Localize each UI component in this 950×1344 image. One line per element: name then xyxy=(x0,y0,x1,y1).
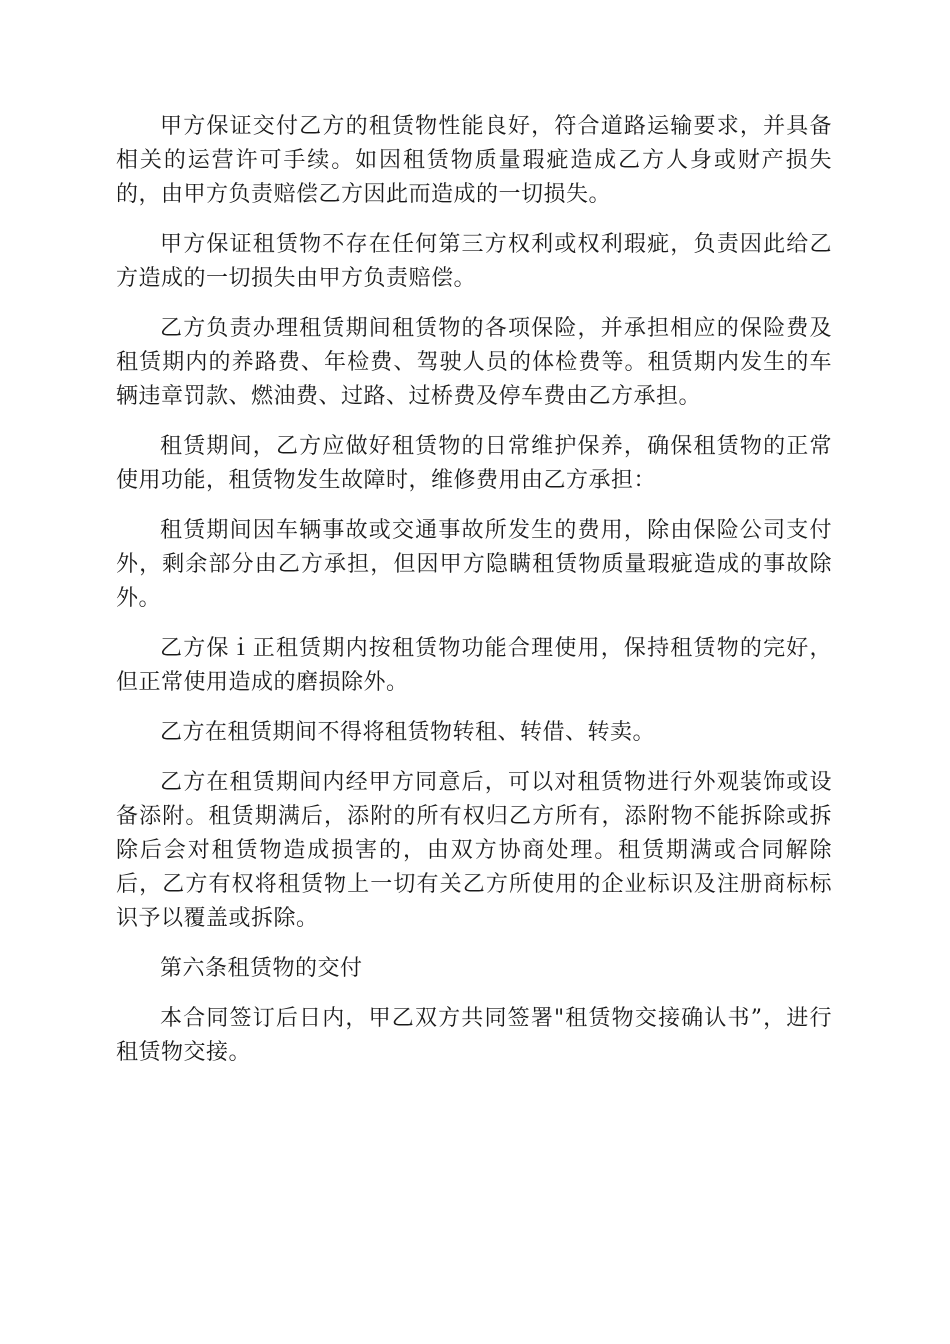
paragraph-no-sublease: 乙方在租赁期间不得将租赁物转租、转借、转卖。 xyxy=(160,720,656,745)
paragraph-lessor-quality-guarantee: 甲方保证交付乙方的租赁物性能良好，符合道路运输要求，并具备相关的运营许可手续。如因租赁物质量瑕疵造成乙方人身或财产损失的，由甲方负责赔偿乙方因此而造成的一切损失。 xyxy=(116,114,832,207)
paragraph-maintenance: 租赁期间，乙方应做好租赁物的日常维护保养，确保租赁物的正常使用功能，租赁物发生故障时，维修费用由乙方承担： xyxy=(116,434,832,493)
paragraph-modifications: 乙方在租赁期间内经甲方同意后，可以对租赁物进行外观装饰或设备添附。租赁期满后，添附的所有权归乙方所有，添附物不能拆除或拆除后会对租赁物造成损害的，由双方协商处理。租赁期满或合同解除后，乙方有权将租赁物上一切有关乙方所使用的企业标识及注册商标标识予以覆盖或拆除。 xyxy=(116,770,832,931)
document-body xyxy=(116,110,832,1086)
paragraph-proper-use: 乙方保ｉ正租赁期内按租赁物功能合理使用，保持租赁物的完好，但正常使用造成的磨损除外。 xyxy=(116,636,832,695)
paragraph-insurance-fees: 乙方负责办理租赁期间租赁物的各项保险，并承担相应的保险费及租赁期内的养路费、年检费、驾驶人员的体检费等。租赁期内发生的车辆违章罚款、燃油费、过路、过桥费及停车费由乙方承担。 xyxy=(116,316,832,409)
section-heading-article-six: 第六条租赁物的交付 xyxy=(160,956,363,981)
paragraph-accident-costs: 租赁期间因车辆事故或交通事故所发生的费用，除由保险公司支付外，剩余部分由乙方承担，但因甲方隐瞒租赁物质量瑕疵造成的事故除外。 xyxy=(116,518,832,611)
paragraph-third-party-rights: 甲方保证租赁物不存在任何第三方权利或权利瑕疵，负责因此给乙方造成的一切损失由甲方负责赔偿。 xyxy=(116,232,832,291)
paragraph-handover: 本合同签订后日内，甲乙双方共同签署"租赁物交接确认书”，进行租赁物交接。 xyxy=(116,1006,832,1065)
